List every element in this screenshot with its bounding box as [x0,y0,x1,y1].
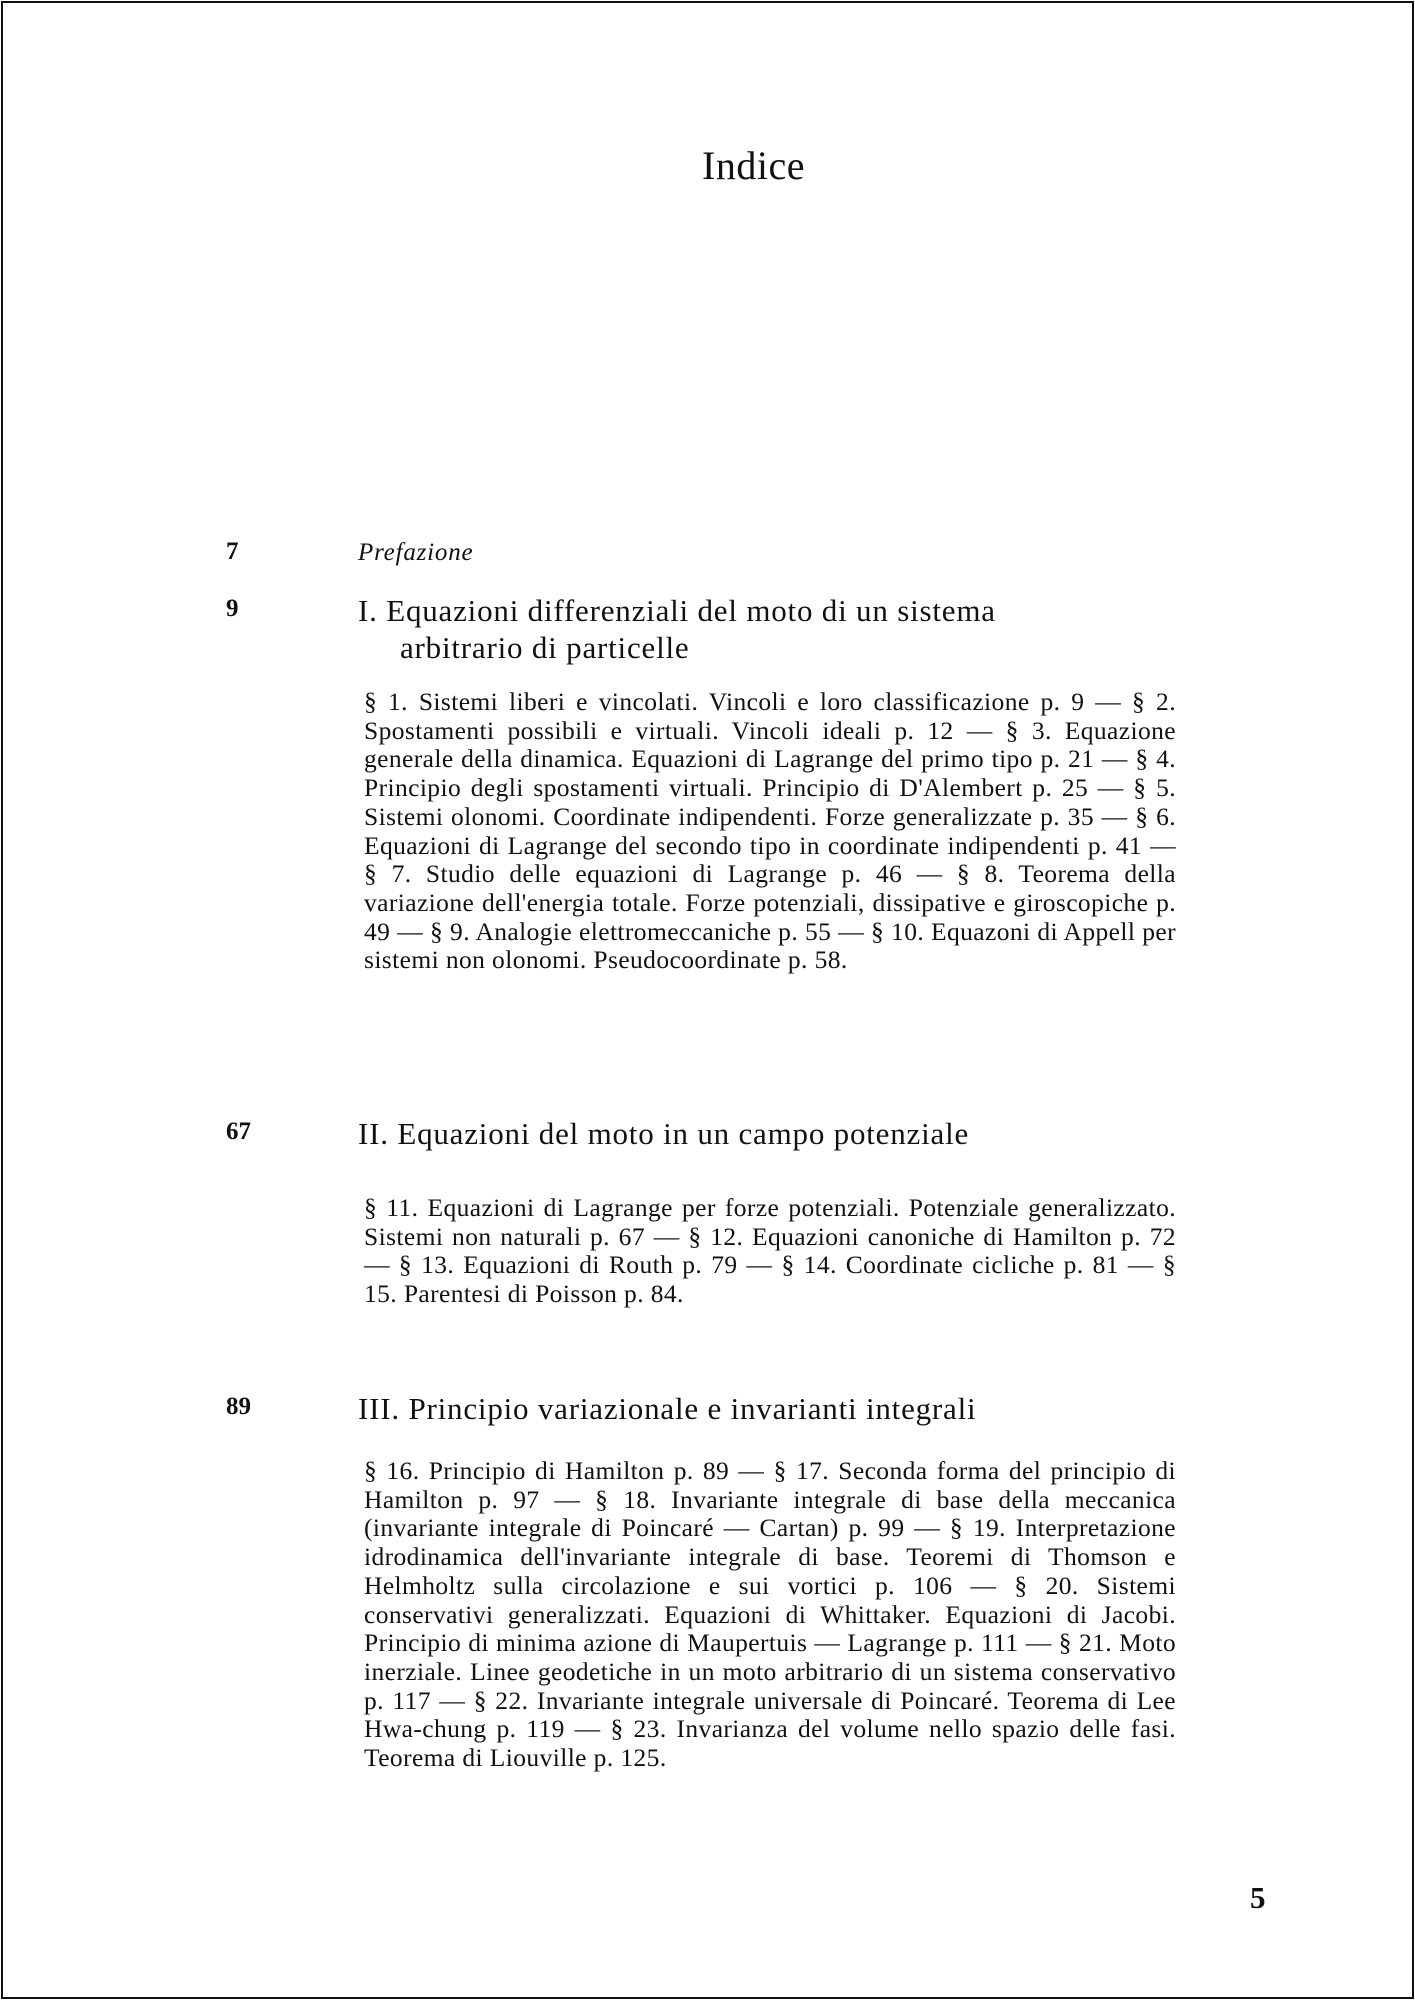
toc-page-number-prefazione: 7 [226,538,239,565]
toc-summary-chapter-3: § 16. Principio di Hamilton p. 89 — § 17. Seconda forma del principio di Hamilton p. 97 — § 18. Invariante integrale di base della meccanica (invariante integrale di Poincaré — Cartan) p. 99 — § 19. Interpretazione idrodinamica dell'invariante integrale di base. Teoremi di Thomson e Helmholtz sulla circolazione e sui vortici p. 106 — § 20. Sistemi conservativi generalizzati. Equazioni di Whittaker. Equazioni di Jacobi. Principio di minima azione di Maupertuis — Lagrange p. 111 — § 21. Moto inerziale. Linee geodetiche in un moto arbitrario di un sistema conservativo p. 117 — § 22. Invariante integrale universale di Poincaré. Teorema di Lee Hwa-chung p. 119 — § 23. Invarianza del volume nello spazio delle fasi. Teorema di Liouville p. 125. [364,1456,1176,1773]
toc-page-number-chapter-1: 9 [226,595,239,622]
page-title: Indice [702,143,805,188]
toc-title-chapter-1 [358,592,1178,666]
toc-summary-chapter-2: § 11. Equazioni di Lagrange per forze potenziali. Potenziale generalizzato. Sistemi non naturali p. 67 — § 12. Equazioni canoniche di Hamilton p. 72 — § 13. Equazioni di Routh p. 79 — § 14. Coordinate cicliche p. 81 — § 15. Parentesi di Poisson p. 84. [364,1193,1176,1309]
toc-title-chapter-2: II. Equazioni del moto in un campo potenziale [358,1116,970,1151]
toc-summary-chapter-1: § 1. Sistemi liberi e vincolati. Vincoli e loro classificazione p. 9 — § 2. Spostamenti possibili e virtuali. Vincoli ideali p. 12 — § 3. Equazione generale della dinamica. Equazioni di Lagrange del primo tipo p. 21 — § 4. Principio degli spostamenti virtuali. Principio di D'Alembert p. 25 — § 5. Sistemi olonomi. Coordinate indipendenti. Forze generalizzate p. 35 — § 6. Equazioni di Lagrange del secondo tipo in coordinate indipendenti p. 41 — § 7. Studio delle equazioni di Lagrange p. 46 — § 8. Teorema della variazione dell'energia totale. Forze potenziali, dissipative e giroscopiche p. 49 — § 9. Analogie elettromeccaniche p. 55 — § 10. Equazoni di Appell per sistemi non olonomi. Pseudocoordinate p. 58. [364,687,1176,975]
chapter-1-title-line-2: arbitrario di particelle [400,630,690,665]
page-folio-number: 5 [1250,1880,1266,1915]
chapter-1-title-line-1: I. Equazioni differenziali del moto di un sistema [358,593,996,628]
toc-page-number-chapter-2: 67 [226,1118,251,1145]
toc-page-number-chapter-3: 89 [226,1393,251,1420]
toc-title-prefazione: Prefazione [358,539,474,566]
toc-title-chapter-3: III. Principio variazionale e invarianti integrali [358,1391,977,1426]
